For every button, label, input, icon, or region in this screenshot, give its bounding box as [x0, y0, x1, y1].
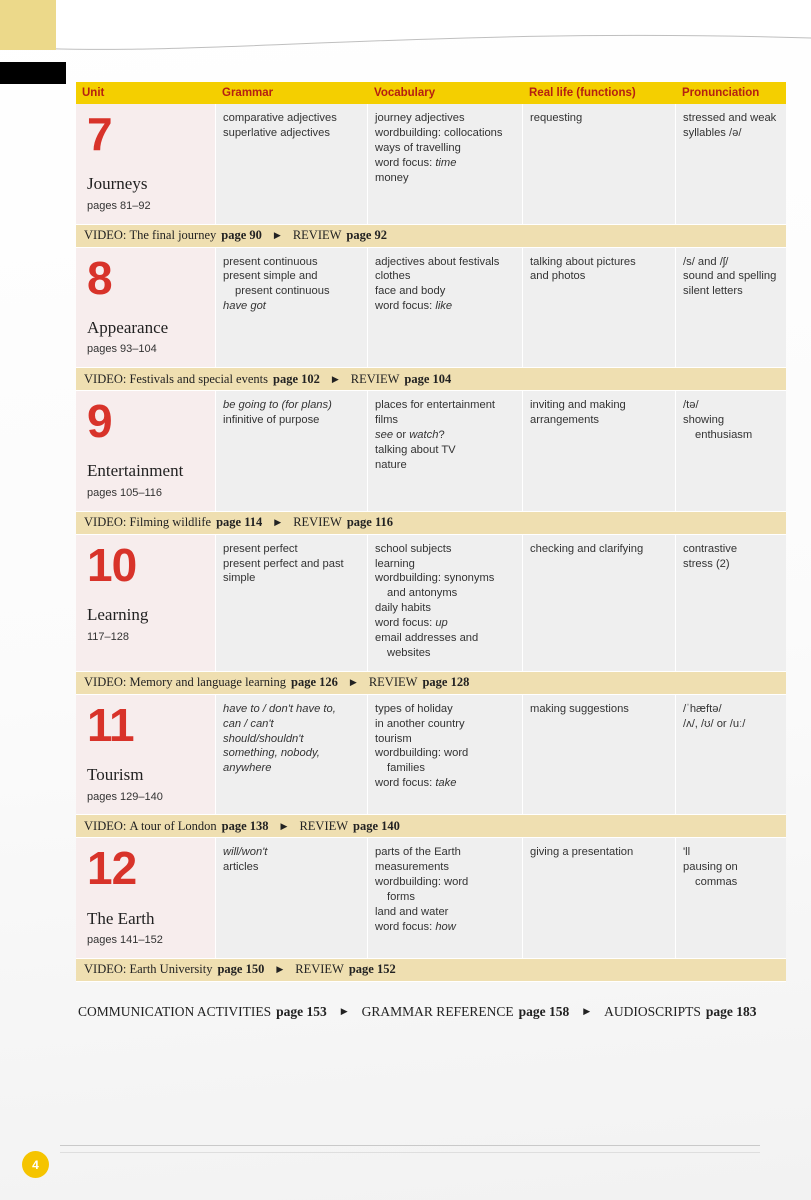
footer-item-communication-activities-label[interactable]: COMMUNICATION ACTIVITIES: [78, 1003, 272, 1019]
pronunciation-cell: [676, 695, 786, 815]
vocabulary-line: word focus: time: [375, 156, 457, 169]
video-page[interactable]: page 126: [291, 675, 338, 690]
video-title[interactable]: Memory and language learning: [129, 675, 287, 690]
grammar-line: superlative adjectives: [223, 126, 330, 139]
vocabulary-line: email addresses and: [375, 631, 479, 644]
video-label: VIDEO:: [84, 818, 127, 833]
vocabulary-line: clothes: [375, 270, 411, 283]
vocabulary-cell: [368, 695, 523, 815]
footer-links-row: [76, 1004, 786, 1020]
unit-number: 7: [87, 108, 112, 160]
grammar-line: comparative adjectives: [223, 112, 337, 124]
footer-item-audioscripts-label[interactable]: AUDIOSCRIPTS: [604, 1003, 701, 1019]
grammar-cell: [216, 391, 368, 511]
video-page[interactable]: page 90: [221, 228, 262, 243]
vocabulary-line: learning: [375, 557, 415, 570]
vocabulary-line: ways of travelling: [375, 141, 461, 154]
unit-pages: 117–128: [87, 630, 130, 643]
pronunciation-line: /tə/: [683, 399, 699, 412]
grammar-cell: [216, 695, 368, 815]
grammar-cell: [216, 104, 368, 224]
unit-row: [76, 838, 786, 959]
video-page[interactable]: page 102: [273, 371, 320, 386]
vocabulary-line: films: [375, 413, 398, 426]
grammar-line: will/won't: [223, 846, 268, 859]
video-label: VIDEO:: [84, 675, 127, 690]
video-label: VIDEO:: [84, 371, 127, 386]
contents-table: [76, 82, 786, 1020]
review-page[interactable]: page 116: [346, 515, 393, 530]
vocabulary-line: wordbuilding: word: [375, 747, 469, 760]
grammar-line: infinitive of purpose: [223, 413, 320, 426]
unit-cell[interactable]: [76, 695, 216, 815]
vocabulary-line: adjectives about festivals: [375, 255, 500, 268]
vocabulary-line: wordbuilding: synonyms: [375, 572, 495, 585]
real-life-line: checking and clarifying: [530, 542, 644, 555]
unit-number: 10: [87, 538, 137, 591]
unit-row: [76, 391, 786, 512]
unit-title: Journeys: [87, 174, 148, 194]
pronunciation-cell: [676, 248, 786, 368]
pronunciation-line: /ˈhæftə/: [683, 702, 722, 715]
grammar-line: present perfect: [223, 542, 298, 555]
arrow-icon: ▶: [583, 1006, 591, 1017]
column-header-grammar: Grammar: [222, 87, 274, 99]
column-header-unit: Unit: [82, 87, 105, 99]
grammar-line: simple: [223, 572, 256, 585]
grammar-line: present continuous: [223, 255, 318, 268]
unit-cell[interactable]: [76, 104, 216, 224]
unit-number: 12: [87, 842, 137, 895]
real-life-cell: [523, 104, 676, 224]
vocabulary-line: word focus: how: [375, 920, 456, 933]
vocabulary-line: and antonyms: [387, 587, 458, 600]
pronunciation-cell: [676, 535, 786, 671]
pronunciation-line: stress (2): [683, 557, 730, 570]
vocabulary-line: face and body: [375, 285, 446, 298]
grammar-line: can / can't: [223, 717, 274, 730]
unit-title: Tourism: [87, 765, 144, 785]
video-review-row[interactable]: [76, 815, 786, 838]
corner-yellow-block: [0, 0, 56, 50]
video-review-row[interactable]: [76, 672, 786, 695]
grammar-line: something, nobody,: [223, 747, 320, 760]
unit-row: [76, 248, 786, 369]
grammar-line: present perfect and past: [223, 557, 344, 570]
review-label[interactable]: REVIEW: [299, 818, 349, 833]
footer-item-grammar-reference-page[interactable]: page 158: [518, 1003, 570, 1019]
review-page[interactable]: page 92: [346, 228, 388, 243]
vocabulary-cell: [368, 838, 523, 958]
column-header-real-life: Real life (functions): [529, 87, 636, 99]
arrow-icon: ▶: [274, 517, 282, 528]
real-life-cell: [523, 695, 676, 815]
real-life-line: making suggestions: [530, 702, 629, 715]
vocabulary-line: money: [375, 171, 409, 184]
arrow-icon: ▶: [276, 964, 284, 975]
column-header-pronunciation: Pronunciation: [682, 87, 760, 99]
video-page[interactable]: page 150: [217, 962, 265, 977]
vocabulary-line: wordbuilding: collocations: [375, 126, 503, 139]
vocabulary-line: forms: [387, 890, 415, 903]
unit-pages: pages 105–116: [87, 487, 163, 500]
arrow-icon: ▶: [349, 677, 357, 688]
unit-number: 9: [87, 395, 112, 448]
vocabulary-line: places for entertainment: [375, 399, 496, 412]
video-review-row[interactable]: [76, 368, 786, 391]
video-label: VIDEO:: [84, 228, 127, 243]
vocabulary-line: types of holiday: [375, 702, 453, 715]
video-review-row[interactable]: [76, 512, 786, 535]
vocabulary-line: see or watch?: [375, 428, 445, 441]
review-label[interactable]: REVIEW: [293, 515, 342, 530]
review-label[interactable]: REVIEW: [350, 371, 400, 386]
grammar-cell: [216, 838, 368, 958]
vocabulary-line: land and water: [375, 905, 449, 918]
vocabulary-cell: [368, 535, 523, 671]
footer-item-audioscripts-page[interactable]: page 183: [705, 1003, 757, 1019]
video-review-row[interactable]: [76, 225, 786, 248]
real-life-line: arrangements: [530, 413, 600, 426]
video-title[interactable]: The final journey: [129, 228, 217, 243]
grammar-line: articles: [223, 861, 259, 874]
pronunciation-cell: [676, 391, 786, 511]
grammar-line: present simple and: [223, 270, 318, 283]
arrow-icon: ▶: [331, 373, 339, 384]
review-page[interactable]: page 104: [404, 371, 452, 386]
pronunciation-line: contrastive: [683, 542, 738, 555]
pronunciation-line: commas: [695, 876, 738, 889]
grammar-line: present continuous: [235, 285, 330, 298]
footer-item-communication-activities-page[interactable]: page 153: [276, 1003, 327, 1019]
grammar-line: anywhere: [223, 762, 272, 775]
video-title[interactable]: Earth University: [129, 962, 213, 977]
unit-row: [76, 535, 786, 672]
pronunciation-line: silent letters: [683, 285, 743, 298]
unit-cell[interactable]: [76, 838, 216, 958]
unit-cell[interactable]: [76, 535, 216, 671]
pronunciation-line: stressed and weak: [683, 112, 777, 124]
pronunciation-line: 'll: [683, 846, 691, 859]
unit-title: The Earth: [87, 908, 155, 928]
video-label: VIDEO:: [84, 515, 127, 530]
arrow-icon: ▶: [273, 230, 281, 241]
unit-title: Learning: [87, 604, 149, 624]
column-header-vocabulary: Vocabulary: [374, 87, 436, 99]
unit-pages: pages 93–104: [87, 343, 157, 356]
vocabulary-cell: [368, 104, 523, 224]
grammar-cell: [216, 248, 368, 368]
vocabulary-line: word focus: up: [375, 617, 448, 630]
pronunciation-cell: [676, 838, 786, 958]
unit-pages: pages 141–152: [87, 934, 163, 947]
video-title[interactable]: Festivals and special events: [129, 371, 268, 386]
vocabulary-line: in another country: [375, 717, 465, 730]
review-page[interactable]: page 140: [353, 818, 400, 833]
video-review-row[interactable]: [76, 959, 786, 982]
unit-title: Entertainment: [87, 461, 184, 481]
video-label: VIDEO:: [84, 962, 127, 977]
vocabulary-line: parts of the Earth: [375, 846, 461, 859]
unit-cell[interactable]: [76, 391, 216, 511]
vocabulary-line: talking about TV: [375, 443, 456, 456]
unit-pages: pages 129–140: [87, 790, 163, 803]
real-life-line: inviting and making: [530, 399, 626, 412]
table-body: [76, 104, 786, 982]
video-title[interactable]: Filming wildlife: [129, 515, 212, 530]
video-page[interactable]: page 114: [216, 515, 263, 530]
real-life-line: and photos: [530, 270, 586, 283]
review-label[interactable]: REVIEW: [368, 675, 418, 690]
real-life-line: talking about pictures: [530, 255, 636, 268]
page-bottom-rule-secondary: [60, 1152, 760, 1153]
review-label[interactable]: REVIEW: [292, 228, 342, 243]
unit-number: 11: [87, 698, 134, 751]
vocabulary-cell: [368, 391, 523, 511]
real-life-line: giving a presentation: [530, 846, 634, 859]
vocabulary-line: nature: [375, 458, 407, 471]
vocabulary-line: websites: [387, 646, 431, 659]
vocabulary-line: daily habits: [375, 602, 431, 615]
unit-row: [76, 104, 786, 225]
unit-row: [76, 695, 786, 816]
grammar-line: should/shouldn't: [223, 732, 304, 745]
vocabulary-line: measurements: [375, 861, 449, 874]
real-life-line: requesting: [530, 112, 583, 124]
vocabulary-line: tourism: [375, 732, 412, 745]
pronunciation-line: /s/ and /ʃ/: [683, 255, 729, 268]
pronunciation-line: showing: [683, 413, 725, 426]
unit-title: Appearance: [87, 317, 169, 337]
vocabulary-cell: [368, 248, 523, 368]
unit-number: 8: [87, 251, 112, 304]
page-bottom-rule: [60, 1145, 760, 1146]
vocabulary-line: wordbuilding: word: [375, 876, 469, 889]
pronunciation-line: pausing on: [683, 861, 738, 874]
vocabulary-line: journey adjectives: [375, 112, 465, 124]
review-page[interactable]: page 152: [348, 962, 396, 977]
arrow-icon: ▶: [280, 820, 288, 831]
real-life-cell: [523, 535, 676, 671]
vocabulary-line: families: [387, 762, 425, 775]
grammar-line: have got: [223, 300, 266, 313]
unit-cell[interactable]: [76, 248, 216, 368]
grammar-line: be going to (for plans): [223, 399, 332, 412]
pronunciation-line: syllables /ə/: [683, 126, 742, 139]
review-page[interactable]: page 128: [422, 675, 470, 690]
vocabulary-line: word focus: take: [375, 777, 457, 790]
pronunciation-line: enthusiasm: [695, 428, 753, 441]
grammar-line: have to / don't have to,: [223, 702, 336, 715]
corner-black-block: [0, 62, 66, 84]
unit-pages: pages 81–92: [87, 199, 151, 212]
video-page[interactable]: page 138: [221, 818, 269, 833]
vocabulary-line: word focus: like: [375, 300, 453, 313]
real-life-cell: [523, 838, 676, 958]
page-top-curve-decoration: [0, 0, 811, 70]
pronunciation-line: /ʌ/, /ʊ/ or /uː/: [683, 717, 746, 730]
real-life-cell: [523, 391, 676, 511]
arrow-icon: ▶: [340, 1006, 348, 1017]
review-label[interactable]: REVIEW: [295, 962, 344, 977]
pronunciation-cell: [676, 104, 786, 224]
page-number-badge: 4: [22, 1151, 49, 1178]
vocabulary-line: school subjects: [375, 542, 452, 555]
table-header-row: [76, 82, 786, 104]
grammar-cell: [216, 535, 368, 671]
real-life-cell: [523, 248, 676, 368]
pronunciation-line: sound and spelling: [683, 270, 777, 283]
video-title[interactable]: A tour of London: [129, 818, 217, 833]
footer-item-grammar-reference-label[interactable]: GRAMMAR REFERENCE: [361, 1003, 514, 1019]
